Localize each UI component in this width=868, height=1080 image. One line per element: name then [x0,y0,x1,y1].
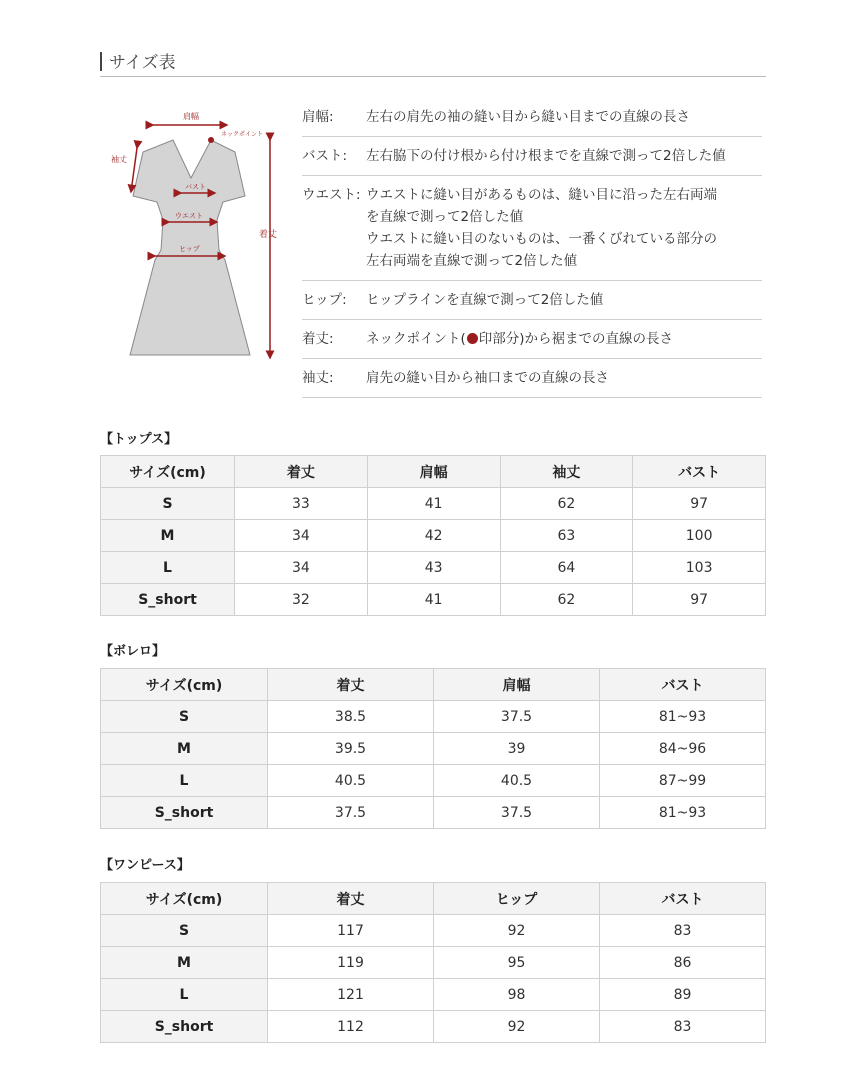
size-cell: M [101,733,268,765]
size-cell: S [101,701,268,733]
definition-text [366,328,762,350]
table-cell: 83 [600,915,766,947]
table-cell: 84~96 [600,733,766,765]
table-cell: 97 [633,488,766,520]
table-cell: 86 [600,947,766,979]
table-header-row [101,456,766,488]
table-cell: 81~93 [600,797,766,829]
column-header: バスト [600,883,766,915]
definition-line: を直線で測って2倍した値 [366,209,524,225]
table-cell: 87~99 [600,765,766,797]
label-hip: ヒップ [179,245,200,253]
table-row [101,701,766,733]
onepiece-section-label: 【ワンピース】 [100,858,190,873]
definition-line: ウエストに縫い目があるものは、縫い目に沿った左右両端 [366,187,717,203]
table-header-row [101,883,766,915]
definition-text-post: 印部分)から裾までの直線の長さ [478,331,674,347]
dress-measurement-figure [105,100,290,370]
table-cell: 64 [500,552,633,584]
table-cell: 33 [235,488,368,520]
definition-waist [302,176,762,281]
title-divider [100,76,766,77]
column-header: 袖丈 [500,456,633,488]
table-cell: 119 [268,947,434,979]
table-cell: 98 [434,979,600,1011]
tops-size-table [100,455,766,616]
table-cell: 41 [367,584,500,616]
definition-text-pre: ネックポイント( [366,331,466,347]
title-bar [100,52,102,71]
table-row [101,552,766,584]
bolero-section-label: 【ボレロ】 [100,644,166,659]
definition-term: 着丈: [302,331,334,347]
table-cell: 63 [500,520,633,552]
table-cell: 117 [268,915,434,947]
table-row [101,979,766,1011]
table-cell: 38.5 [268,701,434,733]
definition-text: 肩先の縫い目から袖口までの直線の長さ [366,370,609,386]
table-cell: 112 [268,1011,434,1043]
table-row [101,520,766,552]
column-header: サイズ(cm) [101,456,235,488]
table-row [101,584,766,616]
table-cell: 89 [600,979,766,1011]
table-cell: 37.5 [434,797,600,829]
page-title-text: サイズ表 [109,53,176,73]
column-header: バスト [633,456,766,488]
definition-line: ウエストに縫い目のないものは、一番くびれている部分の [366,231,717,247]
onepiece-size-table [100,882,766,1043]
column-header: 肩幅 [434,669,600,701]
definition-term: 袖丈: [302,370,334,386]
table-row [101,797,766,829]
table-cell: 32 [235,584,368,616]
label-shoulder: 肩幅 [183,112,199,121]
table-cell: 37.5 [268,797,434,829]
label-sleeve: 袖丈 [111,155,127,164]
table-cell: 40.5 [268,765,434,797]
table-cell: 62 [500,584,633,616]
dress-diagram [105,100,290,370]
table-cell: 39 [434,733,600,765]
size-cell: M [101,520,235,552]
page-title [100,48,176,73]
definition-text: ヒップラインを直線で測って2倍した値 [366,292,604,308]
definition-term: バスト: [302,148,348,164]
table-row [101,733,766,765]
table-row [101,488,766,520]
definition-bust [302,137,762,176]
column-header: サイズ(cm) [101,883,268,915]
size-cell: S_short [101,584,235,616]
table-cell: 43 [367,552,500,584]
size-cell: S_short [101,1011,268,1043]
column-header: ヒップ [434,883,600,915]
definition-term: ウエスト: [302,187,361,203]
label-bust: バスト [185,183,206,191]
table-cell: 121 [268,979,434,1011]
table-cell: 95 [434,947,600,979]
size-cell: L [101,765,268,797]
table-row [101,765,766,797]
measurement-definitions [302,98,762,398]
definition-hip [302,281,762,320]
table-cell: 39.5 [268,733,434,765]
definition-length [302,320,762,359]
size-cell: S [101,915,268,947]
table-row [101,1011,766,1043]
table-cell: 92 [434,1011,600,1043]
size-cell: S_short [101,797,268,829]
definition-sleeve [302,359,762,398]
table-cell: 103 [633,552,766,584]
definition-line: 左右両端を直線で測って2倍した値 [366,253,578,269]
size-cell: L [101,979,268,1011]
tops-section-label: 【トップス】 [100,432,178,447]
table-cell: 100 [633,520,766,552]
label-length: 着丈 [259,230,278,240]
definition-term: ヒップ: [302,292,347,308]
column-header: 着丈 [268,669,434,701]
table-row [101,947,766,979]
table-cell: 34 [235,520,368,552]
size-cell: M [101,947,268,979]
table-cell: 42 [367,520,500,552]
column-header: サイズ(cm) [101,669,268,701]
table-cell: 81~93 [600,701,766,733]
table-row [101,915,766,947]
column-header: バスト [600,669,766,701]
neck-point-marker-icon [467,333,478,344]
table-cell: 40.5 [434,765,600,797]
size-cell: L [101,552,235,584]
table-cell: 97 [633,584,766,616]
table-cell: 92 [434,915,600,947]
column-header: 肩幅 [367,456,500,488]
table-cell: 62 [500,488,633,520]
table-cell: 37.5 [434,701,600,733]
definition-shoulder [302,98,762,137]
column-header: 着丈 [268,883,434,915]
bolero-size-table [100,668,766,829]
definition-text [366,184,762,272]
definition-text: 左右の肩先の袖の縫い目から縫い目までの直線の長さ [366,109,690,125]
label-waist: ウエスト [175,212,203,220]
column-header: 着丈 [235,456,368,488]
neck-point-dot [208,137,214,143]
table-header-row [101,669,766,701]
table-cell: 83 [600,1011,766,1043]
definition-term: 肩幅: [302,109,334,125]
table-cell: 41 [367,488,500,520]
label-neck-point: ネックポイント [221,131,264,138]
definition-text: 左右脇下の付け根から付け根までを直線で測って2倍した値 [366,148,726,164]
table-cell: 34 [235,552,368,584]
size-cell: S [101,488,235,520]
